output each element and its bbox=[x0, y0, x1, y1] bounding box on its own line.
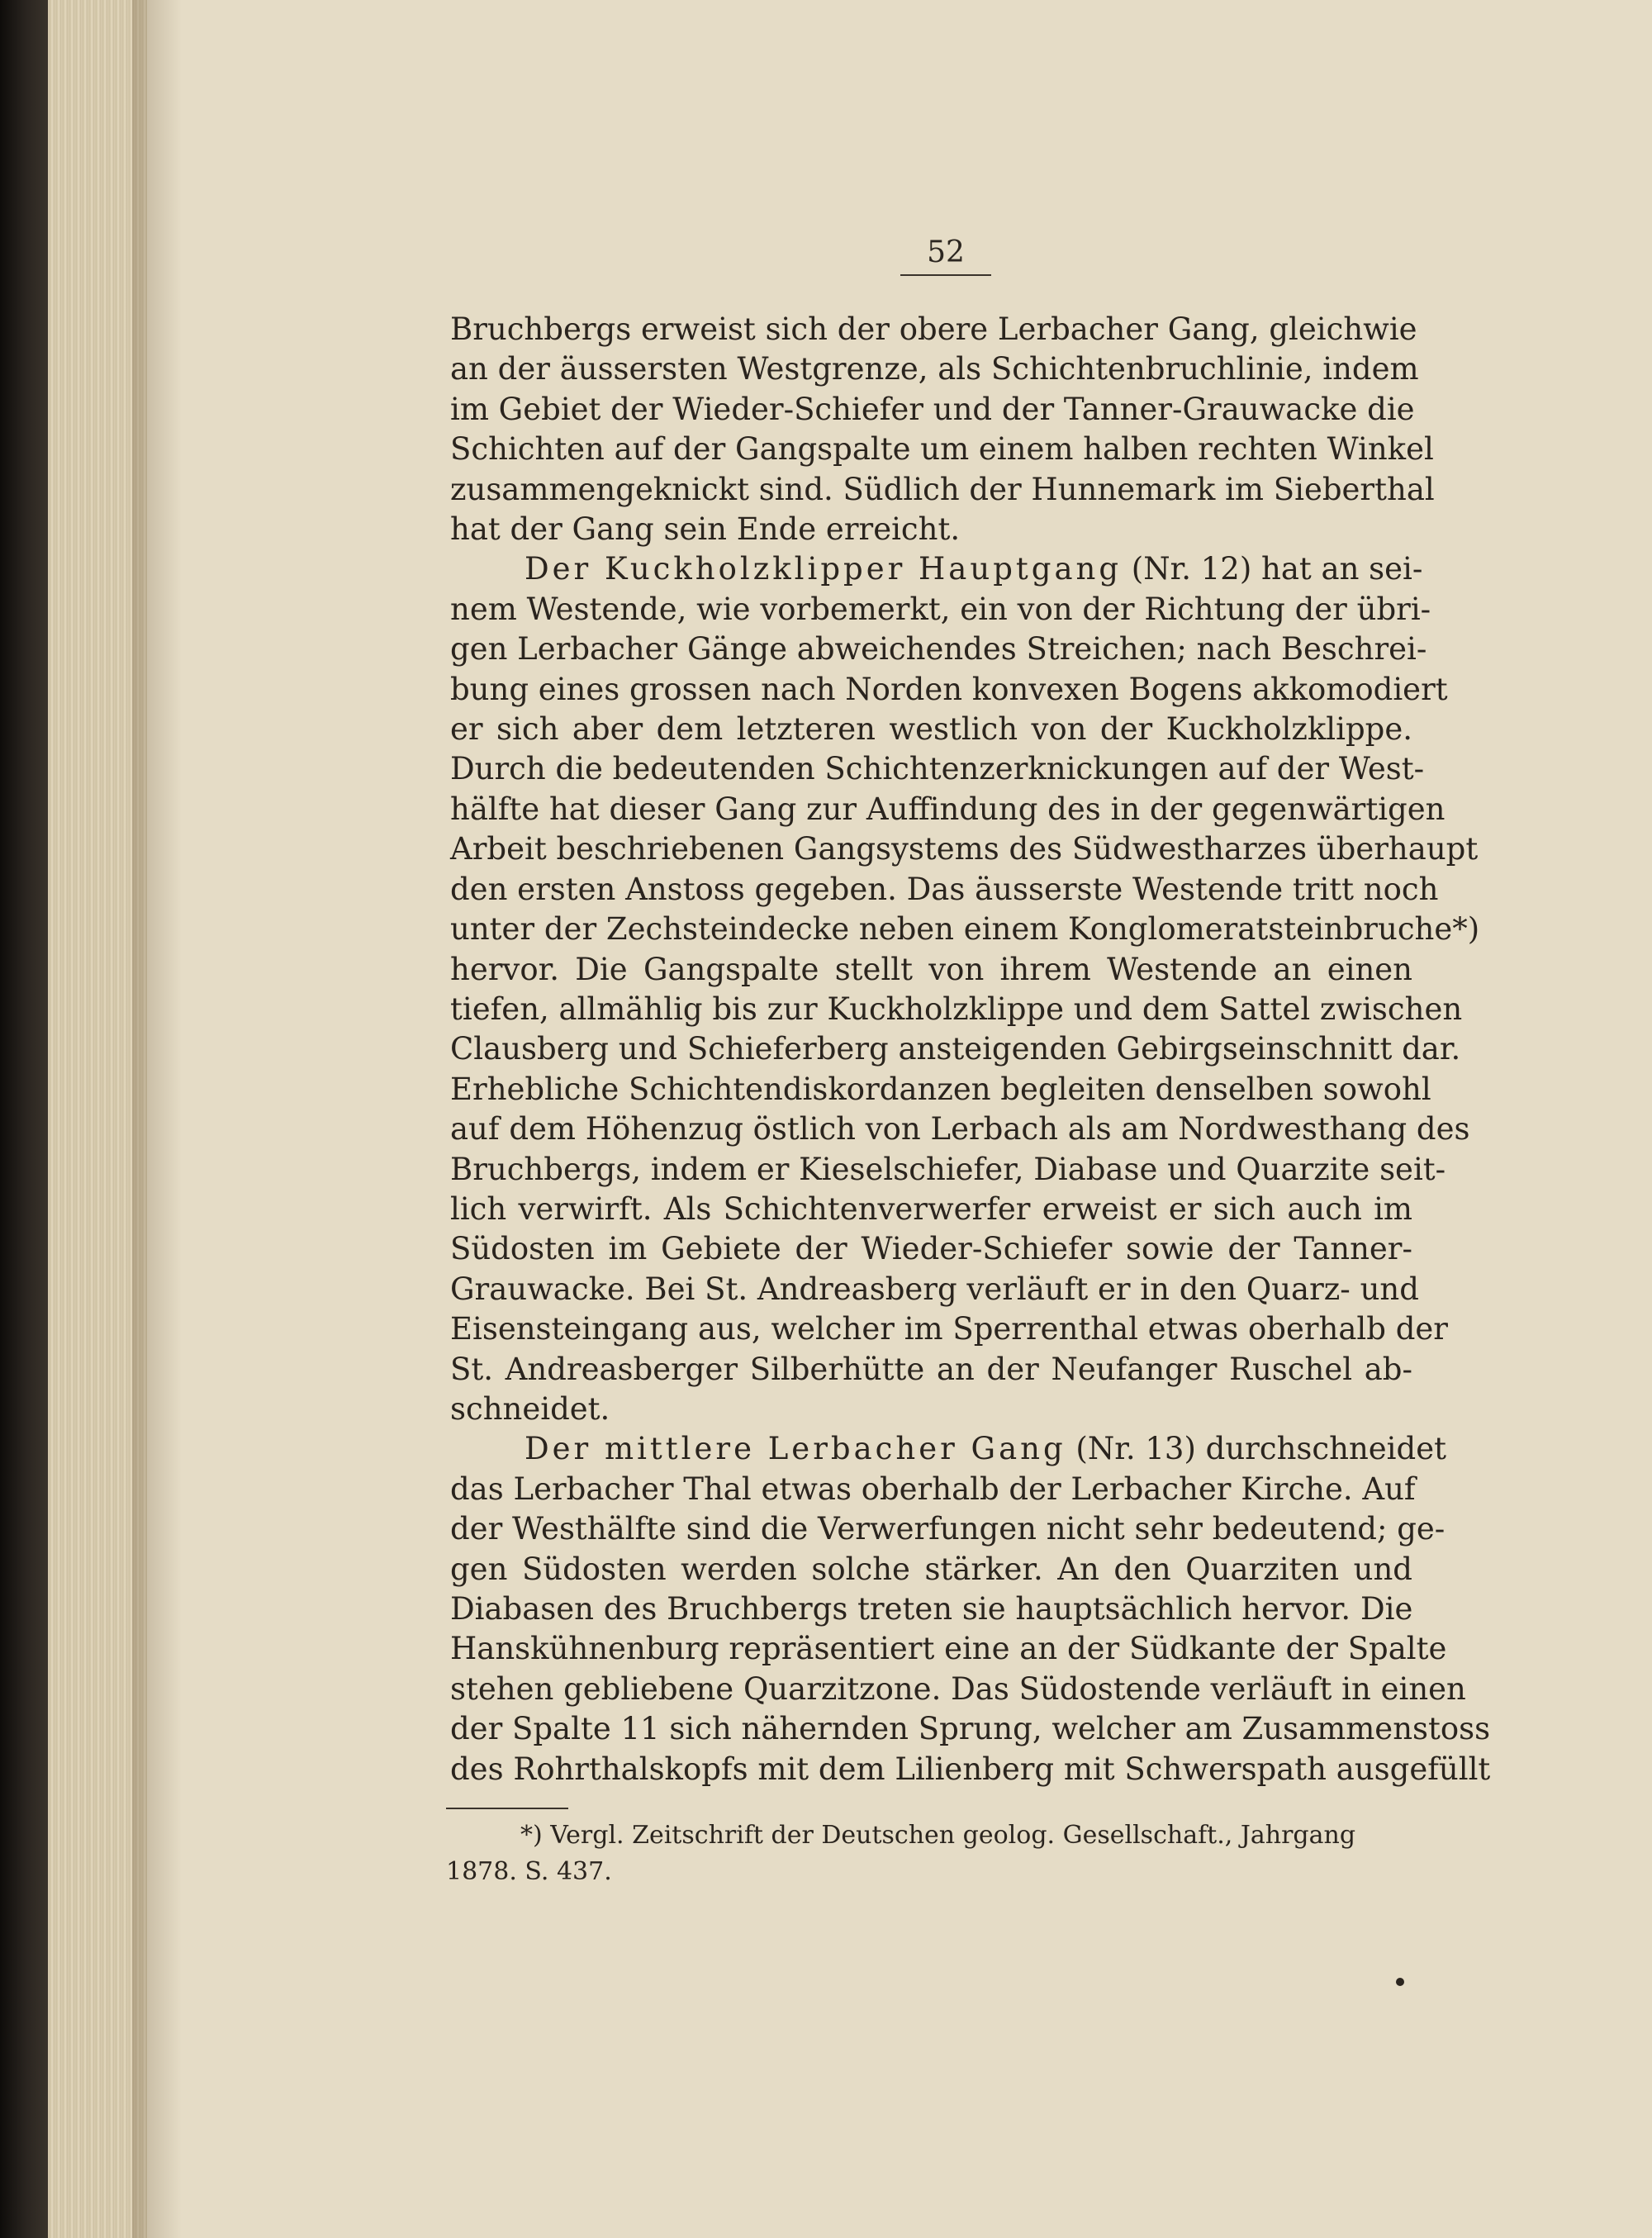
text-line: auf dem Höhenzug östlich von Lerbach als am Nordwesthang des bbox=[450, 1111, 1470, 1148]
ink-dot bbox=[1396, 1978, 1404, 1986]
body-text bbox=[450, 310, 1491, 1789]
text-line: den ersten Anstoss gegeben. Das äusserste Westende tritt noch bbox=[450, 871, 1439, 907]
text-line: hat der Gang sein Ende erreicht. bbox=[450, 511, 961, 548]
text-line: Schichten auf der Gangspalte um einem halben rechten Winkel bbox=[450, 431, 1434, 468]
paragraph-start: Der Kuckholzklipper Hauptgang (Nr. 12) hat an sei- bbox=[525, 551, 1423, 587]
text-line: Bruchbergs, indem er Kieselschiefer, Diabase und Quarzite seit- bbox=[450, 1151, 1446, 1187]
footnote-line: 1878. S. 437. bbox=[446, 1857, 612, 1886]
text-line: des Rohrthalskopfs mit dem Lilienberg mit Schwerspath ausgefüllt bbox=[450, 1751, 1491, 1787]
text-line: bung eines grossen nach Norden konvexen Bogens akkomodiert bbox=[450, 671, 1448, 707]
text-line: gen Südosten werden solche stärker. An den Quarziten und bbox=[450, 1551, 1412, 1587]
text-line: Südosten im Gebiete der Wieder-Schiefer sowie der Tanner- bbox=[450, 1231, 1412, 1267]
gutter-shadow bbox=[132, 0, 182, 2238]
text-line: tiefen, allmählig bis zur Kuckholzklippe und dem Sattel zwischen bbox=[450, 991, 1463, 1027]
text-line: Bruchbergs erweist sich der obere Lerbacher Gang, gleichwie bbox=[450, 311, 1417, 347]
text-line: unter der Zechsteindecke neben einem Konglomeratsteinbruche*) bbox=[450, 911, 1480, 948]
paragraph-start: Der mittlere Lerbacher Gang (Nr. 13) durchschneidet bbox=[525, 1431, 1446, 1467]
text-line: Hanskühnenburg repräsentiert eine an der Südkante der Spalte bbox=[450, 1631, 1447, 1667]
text-line: das Lerbacher Thal etwas oberhalb der Lerbacher Kirche. Auf bbox=[450, 1471, 1416, 1507]
text-line: Durch die bedeutenden Schichtenzerknickungen auf der West- bbox=[450, 751, 1425, 787]
text-line: gen Lerbacher Gänge abweichendes Streichen; nach Beschrei- bbox=[450, 631, 1427, 668]
text-line: stehen gebliebene Quarzitzone. Das Südostende verläuft in einen bbox=[450, 1670, 1466, 1707]
text-line: der Spalte 11 sich nähernden Sprung, welcher am Zusammenstoss bbox=[450, 1711, 1491, 1747]
text-line: hälfte hat dieser Gang zur Auffindung des in der gegenwärtigen bbox=[450, 791, 1446, 827]
text-line: der Westhälfte sind die Verwerfungen nicht sehr bedeutend; ge- bbox=[450, 1511, 1446, 1547]
text-line: Erhebliche Schichtendiskordanzen begleiten denselben sowohl bbox=[450, 1071, 1431, 1107]
text-line: Clausberg und Schieferberg ansteigenden Gebirgseinschnitt dar. bbox=[450, 1031, 1461, 1067]
footnote-rule bbox=[446, 1808, 568, 1809]
text-line: St. Andreasberger Silberhütte an der Neufanger Ruschel ab- bbox=[450, 1351, 1412, 1387]
footnote bbox=[446, 1817, 1412, 1890]
book-binding bbox=[0, 0, 48, 2238]
text-line: schneidet. bbox=[450, 1390, 610, 1427]
spaced-heading: Der Kuckholzklipper Hauptgang bbox=[525, 551, 1123, 587]
text-line: er sich aber dem letzteren westlich von der Kuckholzklippe. bbox=[450, 711, 1412, 748]
text-line: hervor. Die Gangspalte stellt von ihrem Westende an einen bbox=[450, 951, 1412, 987]
spaced-heading: Der mittlere Lerbacher Gang bbox=[525, 1431, 1066, 1467]
text-line: Eisensteingang aus, welcher im Sperrenthal etwas oberhalb der bbox=[450, 1311, 1448, 1347]
text-line: im Gebiet der Wieder-Schiefer und der Tanner-Grauwacke die bbox=[450, 391, 1415, 427]
footnote-line: *) Vergl. Zeitschrift der Deutschen geolog. Gesellschaft., Jahrgang bbox=[520, 1821, 1356, 1850]
text-line: an der äussersten Westgrenze, als Schichtenbruchlinie, indem bbox=[450, 351, 1419, 387]
text-line: Arbeit beschriebenen Gangsystems des Südwestharzes überhaupt bbox=[450, 831, 1479, 867]
text-line: Diabasen des Bruchbergs treten sie hauptsächlich hervor. Die bbox=[450, 1591, 1413, 1627]
text-line: zusammengeknickt sind. Südlich der Hunnemark im Sieberthal bbox=[450, 471, 1435, 507]
text-line: lich verwirft. Als Schichtenverwerfer erweist er sich auch im bbox=[450, 1190, 1412, 1227]
text-line: nem Westende, wie vorbemerkt, ein von der Richtung der übri- bbox=[450, 591, 1431, 627]
page-number: 52 bbox=[900, 235, 991, 276]
text-line: Grauwacke. Bei St. Andreasberg verläuft er in den Quarz- und bbox=[450, 1271, 1419, 1307]
